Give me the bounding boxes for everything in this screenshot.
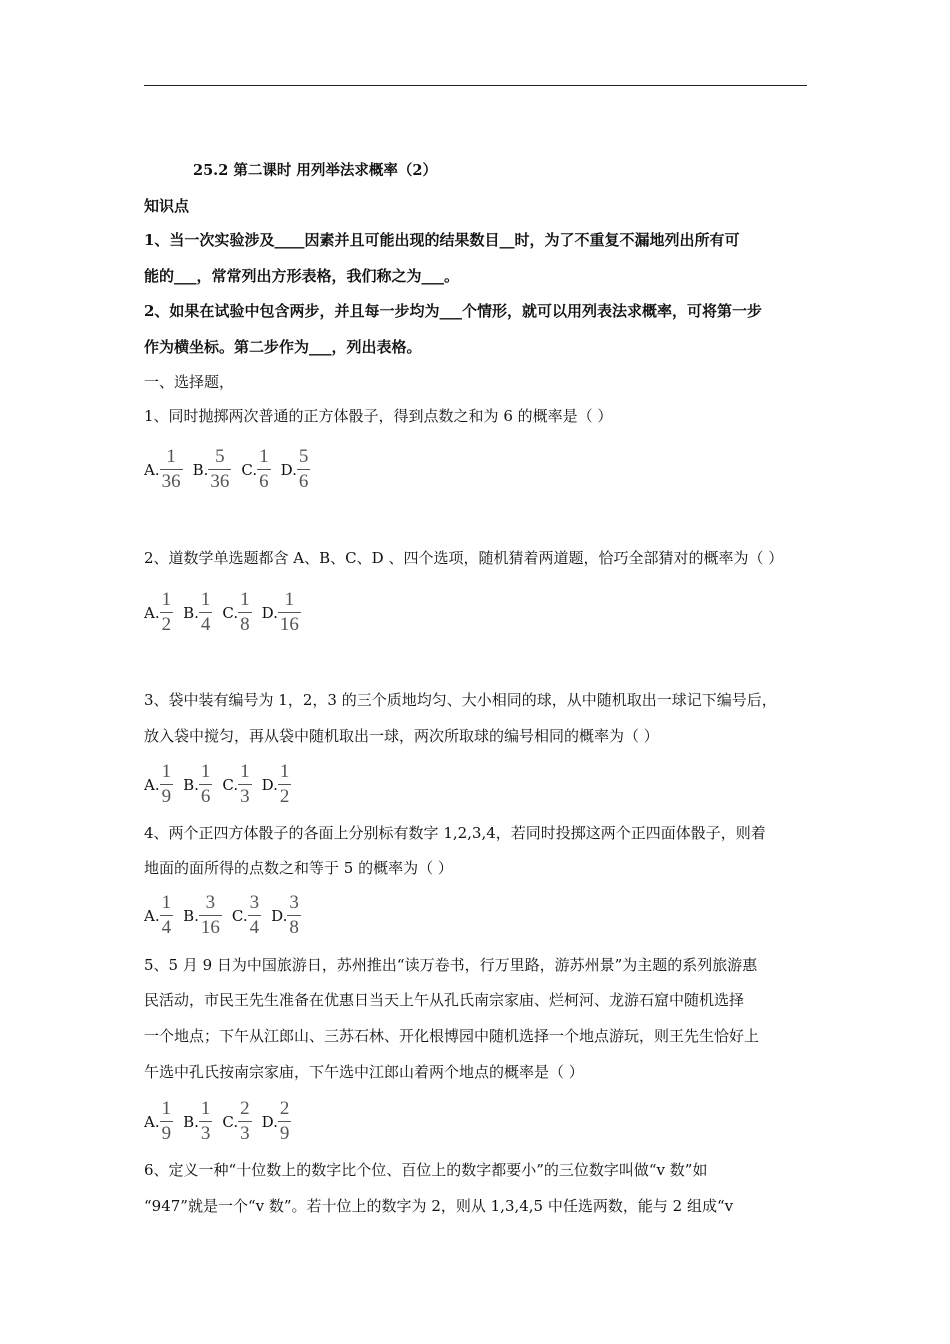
- fraction-numerator: 2: [279, 1098, 290, 1119]
- fraction: [160, 589, 174, 636]
- fraction: [238, 1098, 252, 1145]
- fraction-numerator: 1: [279, 761, 290, 782]
- fraction: [199, 892, 222, 939]
- option-c: [222, 1098, 251, 1145]
- question-6-text-line-2: “947”就是一个“v 数”。若十位上的数字为 2，则从 1,3,4,5 中任选两数，能与 2 组成“v: [144, 1197, 734, 1215]
- question-2-options: [144, 589, 311, 636]
- fraction-numerator: 1: [259, 446, 269, 467]
- option-b: [183, 761, 212, 808]
- fraction-numerator: 2: [240, 1098, 250, 1119]
- fraction-numerator: 1: [240, 761, 250, 782]
- question-3-options: [144, 761, 301, 808]
- fraction-numerator: 1: [200, 589, 211, 610]
- question-2-text: 2、道数学单选题都含 A、B、C、D 、四个选项，随机猜着两道题，恰巧全部猜对的概率为（ ）: [144, 549, 784, 567]
- option-label: C.: [231, 906, 248, 925]
- option-label: B.: [183, 603, 199, 622]
- fraction-numerator: 1: [240, 589, 250, 610]
- fraction: [238, 761, 252, 808]
- option-b: [183, 1098, 212, 1145]
- question-1-text: 1、同时抛掷两次普通的正方体骰子，得到点数之和为 6 的概率是（ ）: [144, 407, 613, 425]
- fraction: [208, 446, 231, 493]
- fraction: [278, 761, 292, 808]
- fraction-denominator: 9: [161, 1123, 172, 1144]
- knowledge-line-4: 作为横坐标。第二步作为___，列出表格。: [144, 338, 422, 356]
- fraction-numerator: 3: [205, 892, 216, 913]
- question-5-text-line-1: 5、5 月 9 日为中国旅游日，苏州推出“读万卷书，行万里路，游苏州景”为主题的系列旅游惠: [144, 956, 758, 974]
- option-label: B.: [183, 906, 199, 925]
- question-5-options: [144, 1098, 301, 1145]
- option-d: [262, 1098, 292, 1145]
- fraction-denominator: 3: [240, 786, 250, 807]
- option-c: [222, 761, 251, 808]
- fraction-numerator: 1: [200, 1098, 211, 1119]
- option-c: [241, 446, 270, 493]
- option-label: A.: [144, 1112, 160, 1131]
- option-label: D.: [261, 1112, 278, 1131]
- fraction-numerator: 1: [200, 761, 211, 782]
- fraction-denominator: 6: [259, 471, 269, 492]
- option-d: [271, 892, 301, 939]
- fraction-denominator: 6: [298, 471, 309, 492]
- fraction-denominator: 36: [210, 471, 230, 492]
- fraction-numerator: 5: [215, 446, 225, 467]
- fraction: [199, 761, 213, 808]
- fraction: [248, 892, 262, 939]
- option-d: [262, 589, 301, 636]
- fraction-numerator: 5: [298, 446, 309, 467]
- fraction-denominator: 2: [279, 786, 290, 807]
- option-c: [222, 589, 251, 636]
- knowledge-line-1: 1、当一次实验涉及____因素并且可能出现的结果数目__时，为了不重复不漏地列出所有可: [144, 231, 740, 249]
- fraction-numerator: 3: [289, 892, 299, 913]
- page-title: 25.2 第二课时 用列举法求概率（2）: [193, 162, 437, 179]
- fraction-denominator: 4: [249, 917, 260, 938]
- fraction-denominator: 8: [289, 917, 299, 938]
- question-3-text-line-2: 放入袋中搅匀，再从袋中随机取出一球，两次所取球的编号相同的概率为（ ）: [144, 727, 659, 745]
- option-b: [193, 446, 232, 493]
- fraction-denominator: 16: [279, 614, 299, 635]
- fraction-numerator: 1: [161, 892, 172, 913]
- fraction-denominator: 4: [200, 614, 211, 635]
- fraction: [160, 1098, 174, 1145]
- question-4-text-line-1: 4、两个正四方体骰子的各面上分别标有数字 1,2,3,4，若同时投掷这两个正四面体骰子，则着: [144, 824, 766, 842]
- fraction-denominator: 9: [279, 1123, 290, 1144]
- option-label: D.: [271, 906, 288, 925]
- option-label: B.: [183, 775, 199, 794]
- question-4-text-line-2: 地面的面所得的点数之和等于 5 的概率为（ ）: [144, 859, 453, 877]
- fraction: [160, 761, 174, 808]
- option-d: [262, 761, 292, 808]
- fraction-numerator: 3: [249, 892, 260, 913]
- part-heading: 一、选择题，: [144, 373, 235, 391]
- fraction-denominator: 16: [200, 917, 220, 938]
- option-label: B.: [192, 460, 209, 479]
- fraction: [160, 446, 183, 493]
- fraction: [278, 589, 301, 636]
- fraction: [238, 589, 252, 636]
- fraction-denominator: 4: [161, 917, 172, 938]
- fraction-numerator: 1: [161, 761, 172, 782]
- fraction: [278, 1098, 292, 1145]
- fraction-denominator: 2: [161, 614, 172, 635]
- option-label: D.: [261, 603, 278, 622]
- section-heading: 知识点: [144, 197, 190, 215]
- fraction-denominator: 3: [240, 1123, 250, 1144]
- option-label: D.: [261, 775, 278, 794]
- fraction-numerator: 1: [284, 589, 295, 610]
- option-a: [144, 446, 183, 493]
- option-c: [232, 892, 261, 939]
- fraction: [297, 446, 311, 493]
- question-5-text-line-4: 午选中孔氏按南宗家庙，下午选中江郎山着两个地点的概率是（ ）: [144, 1063, 584, 1081]
- fraction-denominator: 36: [161, 471, 181, 492]
- fraction-numerator: 1: [161, 589, 172, 610]
- option-label: A.: [144, 906, 160, 925]
- question-5-text-line-2: 民活动，市民王先生准备在优惠日当天上午从孔氏南宗家庙、烂柯河、龙游石窟中随机选择: [144, 991, 745, 1009]
- option-a: [144, 1098, 173, 1145]
- question-5-text-line-3: 一个地点；下午从江郎山、三苏石林、开化根博园中随机选择一个地点游玩，则王先生恰好上: [144, 1027, 760, 1045]
- fraction: [160, 892, 174, 939]
- option-label: C.: [222, 603, 239, 622]
- knowledge-line-3: 2、如果在试验中包含两步，并且每一步均为___个情形，就可以用列表法求概率，可将第一步: [144, 302, 762, 320]
- question-1-options: [144, 446, 320, 493]
- fraction-denominator: 9: [161, 786, 172, 807]
- option-label: C.: [222, 1112, 239, 1131]
- option-label: B.: [183, 1112, 199, 1131]
- fraction-numerator: 1: [161, 1098, 172, 1119]
- option-b: [183, 892, 222, 939]
- option-b: [183, 589, 212, 636]
- fraction: [199, 589, 213, 636]
- option-label: A.: [144, 603, 160, 622]
- option-label: A.: [144, 775, 160, 794]
- fraction-denominator: 8: [240, 614, 250, 635]
- fraction-numerator: 1: [166, 446, 176, 467]
- question-3-text-line-1: 3、袋中装有编号为 1，2，3 的三个质地均匀、大小相同的球，从中随机取出一球记下编号后，: [144, 691, 777, 709]
- header-rule: [144, 85, 807, 86]
- option-a: [144, 761, 173, 808]
- option-label: D.: [280, 460, 297, 479]
- option-a: [144, 589, 173, 636]
- fraction: [257, 446, 271, 493]
- option-label: C.: [241, 460, 258, 479]
- question-6-text-line-1: 6、定义一种“十位数上的数字比个位、百位上的数字都要小”的三位数字叫做“v 数”如: [144, 1161, 708, 1179]
- option-a: [144, 892, 173, 939]
- fraction-denominator: 6: [200, 786, 211, 807]
- option-label: A.: [144, 460, 160, 479]
- fraction-denominator: 3: [200, 1123, 211, 1144]
- knowledge-line-2: 能的___，常常列出方形表格，我们称之为___。: [144, 267, 460, 285]
- option-label: C.: [222, 775, 239, 794]
- question-4-options: [144, 892, 311, 939]
- option-d: [281, 446, 311, 493]
- fraction: [287, 892, 301, 939]
- fraction: [199, 1098, 213, 1145]
